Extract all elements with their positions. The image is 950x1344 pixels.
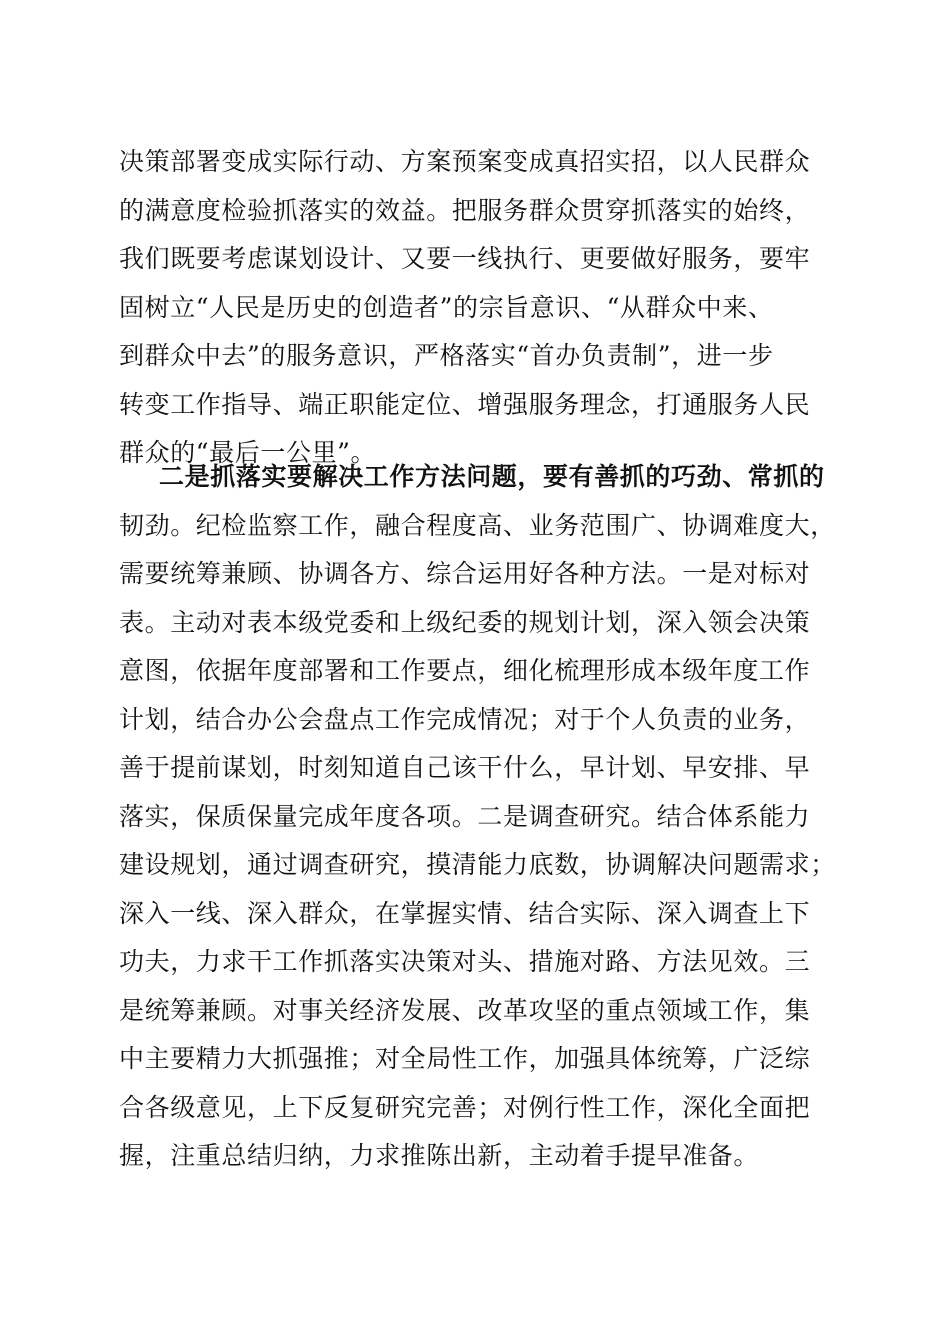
- paragraph-line: 深入一线、深入群众，在掌握实情、结合实际、深入调查上下: [119, 898, 811, 928]
- paragraph-1: [119, 138, 831, 478]
- paragraph-line: 善于提前谋划，时刻知道自己该干什么，早计划、早安排、早: [119, 753, 811, 782]
- paragraph-line: 计划，结合办公会盘点工作完成情况；对于个人负责的业务，: [119, 704, 811, 734]
- paragraph-line: 合各级意见，上下反复研究完善；对例行性工作，深化全面把: [119, 1092, 811, 1122]
- paragraph-line: 握，注重总结归纳，力求推陈出新，主动着手提早准备。: [119, 1141, 760, 1170]
- paragraph-line: 表。主动对表本级党委和上级纪委的规划计划，深入领会决策: [119, 607, 811, 637]
- paragraph-line: 固树立“人民是历史的创造者”的宗旨意识、“从群众中来、: [119, 292, 774, 322]
- paragraph-line: 建设规划，通过调查研究，摸清能力底数，协调解决问题需求；: [119, 850, 836, 879]
- paragraph-line: 转变工作指导、端正职能定位、增强服务理念，打通服务人民: [119, 389, 811, 419]
- paragraph-line: 落实，保质保量完成年度各项。二是调查研究。结合体系能力: [119, 801, 811, 831]
- paragraph-line: 到群众中去”的服务意识，严格落实“首办负责制”，进一步: [119, 341, 774, 370]
- paragraph-line: 需要统筹兼顾、协调各方、综合运用好各种方法。一是对标对: [119, 559, 811, 588]
- paragraph-2: [119, 453, 836, 1181]
- paragraph-line: 意图，依据年度部署和工作要点，细化梳理形成本级年度工作: [119, 656, 811, 685]
- paragraph-line: 决策部署变成实际行动、方案预案变成真招实招，以人民群众: [119, 147, 811, 176]
- paragraph-line: 韧劲。纪检监察工作，融合程度高、业务范围广、协调难度大，: [119, 510, 836, 540]
- paragraph-line: 中主要精力大抓强推；对全局性工作，加强具体统筹，广泛综: [119, 1044, 811, 1073]
- paragraph-line: 我们既要考虑谋划设计、又要一线执行、更要做好服务，要牢: [119, 244, 811, 273]
- paragraph-heading-line: 二是抓落实要解决工作方法问题，要有善抓的巧劲、常抓的: [159, 462, 825, 491]
- paragraph-line: 群众的“最后一公里”。: [119, 438, 377, 467]
- paragraph-line: 是统筹兼顾。对事关经济发展、改革攻坚的重点领域工作，集: [119, 995, 811, 1025]
- paragraph-line: 的满意度检验抓落实的效益。把服务群众贯穿抓落实的始终，: [119, 195, 811, 225]
- paragraph-line: 功夫，力求干工作抓落实决策对头、措施对路、方法见效。三: [119, 947, 811, 976]
